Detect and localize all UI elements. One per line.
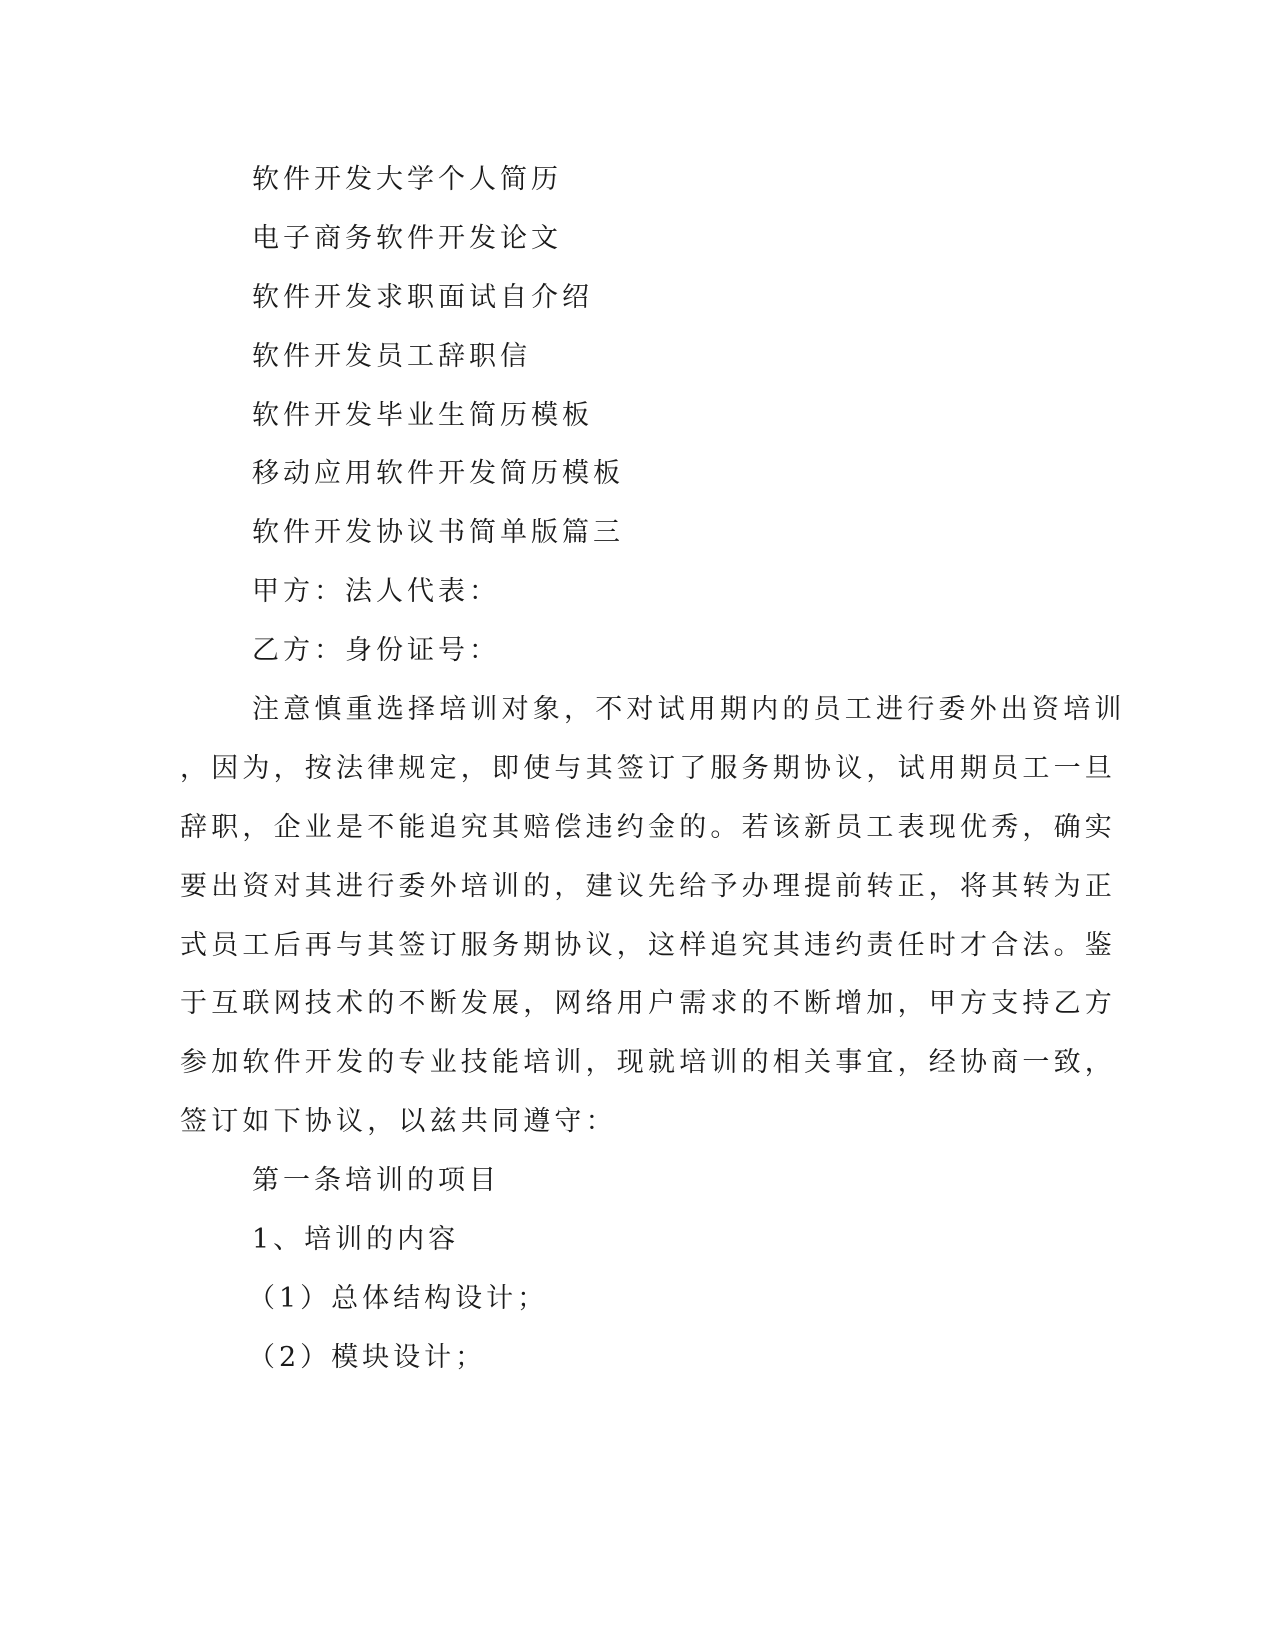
party-a-line: 甲方：法人代表： [252, 576, 500, 607]
list-item: 软件开发员工辞职信 [252, 341, 531, 372]
paragraph-line: 辞职，企业是不能追究其赔偿违约金的。若该新员工表现优秀，确实 [180, 812, 1116, 843]
list-item: 移动应用软件开发简历模板 [252, 458, 624, 489]
paragraph-line: 参加软件开发的专业技能培训，现就培训的相关事宜，经协商一致， [180, 1047, 1116, 1078]
paragraph-line: 要出资对其进行委外培训的，建议先给予办理提前转正，将其转为正 [180, 871, 1116, 902]
section-title: 1、培训的内容 [252, 1224, 460, 1255]
paragraph-line: 签订如下协议，以兹共同遵守： [180, 1106, 617, 1137]
party-b-line: 乙方：身份证号： [252, 635, 500, 666]
section-heading: 软件开发协议书简单版篇三 [252, 517, 624, 548]
list-item: 软件开发求职面试自介绍 [252, 282, 593, 313]
paragraph-line: ，因为，按法律规定，即使与其签订了服务期协议，试用期员工一旦 [180, 753, 1116, 784]
list-item: 软件开发毕业生简历模板 [252, 400, 593, 431]
list-item: （1）总体结构设计； [248, 1283, 549, 1314]
list-item: （2）模块设计； [248, 1342, 487, 1373]
article-title: 第一条培训的项目 [252, 1165, 500, 1196]
paragraph-line: 于互联网技术的不断发展，网络用户需求的不断增加，甲方支持乙方 [180, 988, 1116, 1019]
paragraph-line: 式员工后再与其签订服务期协议，这样追究其违约责任时才合法。鉴 [180, 930, 1116, 961]
list-item: 软件开发大学个人简历 [252, 164, 562, 195]
paragraph-line: 注意慎重选择培训对象，不对试用期内的员工进行委外出资培训 [252, 694, 1126, 725]
list-item: 电子商务软件开发论文 [252, 223, 562, 254]
